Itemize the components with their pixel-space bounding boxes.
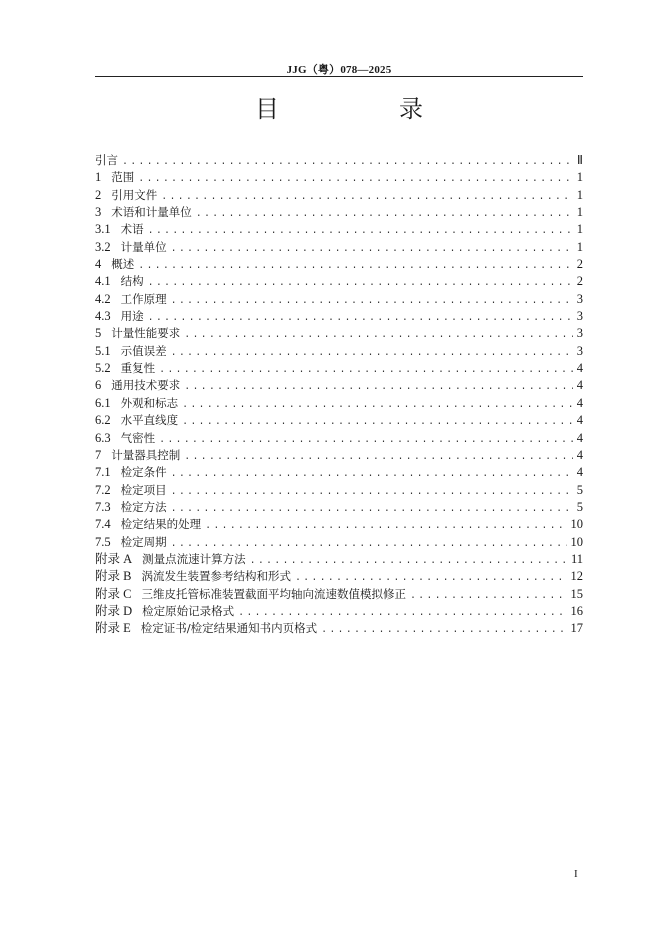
toc-entry-page: 10 (570, 517, 583, 532)
toc-dot-leader (122, 154, 573, 171)
toc-entry[interactable] (95, 482, 583, 499)
toc-entry-label: 检定项目 (120, 482, 167, 497)
toc-entry-number: 3 (95, 205, 102, 220)
toc-dot-leader (171, 484, 573, 501)
toc-dot-leader (182, 397, 573, 414)
toc-entry-number: 2 (95, 187, 102, 202)
toc-entry[interactable] (95, 256, 583, 273)
toc-entry-label: 引用文件 (111, 187, 158, 202)
toc-entry-label: 计量性能要求 (111, 326, 181, 341)
toc-entry-label: 术语 (120, 222, 144, 237)
toc-entry-number: 附录 B (95, 569, 132, 584)
toc-entry-number: 附录 E (95, 621, 131, 636)
toc-entry-number: 6.2 (95, 413, 111, 428)
toc-entry-label: 三维皮托管标准装置截面平均轴向流速数值模拟修正 (141, 586, 406, 601)
toc-entry-page: 1 (576, 170, 583, 185)
toc-entry[interactable] (95, 551, 583, 568)
toc-dot-leader (148, 223, 573, 240)
toc-dot-leader (410, 588, 567, 605)
header-divider (95, 76, 583, 77)
toc-entry-label: 气密性 (120, 430, 156, 445)
toc-entry-label: 检定条件 (120, 465, 167, 480)
toc-entry-page: 3 (576, 309, 583, 324)
toc-entry[interactable] (95, 239, 583, 256)
toc-entry-page: 17 (570, 621, 583, 636)
toc-entry-page: 5 (576, 482, 583, 497)
toc-entry-page: 2 (576, 274, 583, 289)
toc-dot-leader (148, 310, 573, 327)
toc-entry[interactable] (95, 169, 583, 186)
toc-dot-leader (159, 362, 573, 379)
toc-entry[interactable] (95, 603, 583, 620)
toc-entry-page: 1 (576, 205, 583, 220)
toc-entry-page: 12 (570, 569, 583, 584)
toc-entry-number: 6.3 (95, 430, 111, 445)
toc-entry-label: 涡流发生装置参考结构和形式 (141, 569, 291, 584)
toc-entry-page: 4 (576, 430, 583, 445)
toc-entry-label: 外观和标志 (120, 395, 179, 410)
toc-entry-page: 1 (576, 187, 583, 202)
toc-entry-number: 附录 C (95, 586, 132, 601)
toc-dot-leader (184, 379, 573, 396)
toc-entry-label: 工作原理 (120, 291, 167, 306)
toc-dot-leader (196, 206, 573, 223)
toc-entry-label: 概述 (111, 257, 135, 272)
toc-entry-label: 检定结果的处理 (120, 517, 202, 532)
toc-entry[interactable] (95, 464, 583, 481)
toc-entry-number: 7.2 (95, 482, 111, 497)
toc-entry[interactable] (95, 620, 583, 637)
toc-entry-label: 示值误差 (120, 343, 167, 358)
toc-entry-page: 4 (576, 378, 583, 393)
toc-entry-label: 用途 (120, 309, 144, 324)
toc-entry-label: 术语和计量单位 (111, 205, 192, 220)
toc-entry[interactable] (95, 343, 583, 360)
toc-entry-number: 7.4 (95, 517, 111, 532)
toc-entry-number: 1 (95, 170, 102, 185)
toc-entry[interactable] (95, 204, 583, 221)
toc-entry-number: 4.2 (95, 291, 111, 306)
toc-dot-leader (159, 432, 573, 449)
toc-entry-page: 10 (570, 534, 583, 549)
toc-entry-page: Ⅱ (576, 153, 583, 167)
toc-entry-label: 检定方法 (120, 499, 167, 514)
toc-entry-page: 11 (570, 551, 583, 566)
toc-entry[interactable] (95, 360, 583, 377)
toc-dot-leader (148, 275, 573, 292)
toc-entry-label: 计量器具控制 (111, 447, 181, 462)
toc-entry[interactable] (95, 308, 583, 325)
toc-dot-leader (171, 466, 573, 483)
toc-entry-label: 通用技术要求 (111, 378, 181, 393)
toc-entry[interactable] (95, 568, 583, 585)
toc-entry-page: 4 (576, 465, 583, 480)
toc-entry[interactable] (95, 152, 583, 169)
toc-entry-number: 7 (95, 447, 102, 462)
toc-entry[interactable] (95, 221, 583, 238)
toc-entry-number: 7.1 (95, 465, 111, 480)
toc-entry[interactable] (95, 534, 583, 551)
toc-entry[interactable] (95, 586, 583, 603)
toc-entry-number: 附录 A (95, 551, 133, 566)
toc-entry-label: 检定证书/检定结果通知书内页格式 (140, 621, 318, 636)
toc-dot-leader (321, 622, 566, 639)
toc-entry-label: 结构 (120, 274, 144, 289)
toc-entry-number: 7.5 (95, 534, 111, 549)
toc-entry[interactable] (95, 325, 583, 342)
toc-entry-page: 4 (576, 361, 583, 376)
toc-entry-page: 4 (576, 395, 583, 410)
toc-dot-leader (138, 171, 573, 188)
toc-entry-page: 3 (576, 343, 583, 358)
document-code: JJG（粤）078—2025 (286, 64, 392, 76)
toc-dot-leader (184, 449, 573, 466)
toc-dot-leader (171, 345, 573, 362)
toc-dot-leader (171, 501, 573, 518)
page-number: I (574, 868, 578, 880)
toc-entry-label: 范围 (111, 170, 135, 185)
page-title: 目 录 (255, 95, 471, 123)
toc-dot-leader (205, 518, 566, 535)
toc-entry-number: 6.1 (95, 395, 111, 410)
table-of-contents (95, 152, 583, 638)
toc-entry-number: 6 (95, 378, 102, 393)
toc-dot-leader (182, 414, 573, 431)
toc-entry-label: 计量单位 (120, 239, 167, 254)
toc-entry[interactable] (95, 499, 583, 516)
toc-entry-page: 15 (570, 586, 583, 601)
toc-entry-number: 7.3 (95, 499, 111, 514)
toc-entry-number: 5 (95, 326, 102, 341)
toc-entry[interactable] (95, 377, 583, 394)
toc-entry-page: 5 (576, 499, 583, 514)
toc-entry-page: 3 (576, 291, 583, 306)
toc-entry[interactable] (95, 273, 583, 290)
toc-dot-leader (171, 293, 573, 310)
toc-entry-number: 4 (95, 257, 102, 272)
toc-entry-label: 引言 (95, 153, 118, 167)
toc-entry-number: 4.3 (95, 309, 111, 324)
toc-entry-page: 16 (570, 603, 583, 618)
toc-entry[interactable] (95, 395, 583, 412)
toc-entry-number: 3.1 (95, 222, 111, 237)
toc-entry-label: 检定周期 (120, 534, 167, 549)
toc-dot-leader (250, 553, 567, 570)
toc-entry-number: 4.1 (95, 274, 111, 289)
toc-entry-page: 1 (576, 222, 583, 237)
toc-entry[interactable] (95, 447, 583, 464)
toc-entry-number: 附录 D (95, 603, 133, 618)
toc-entry-page: 2 (576, 257, 583, 272)
toc-entry-page: 4 (576, 447, 583, 462)
toc-dot-leader (161, 189, 573, 206)
toc-entry-label: 水平直线度 (120, 413, 179, 428)
toc-entry[interactable] (95, 291, 583, 308)
toc-entry-label: 重复性 (120, 361, 156, 376)
toc-dot-leader (171, 241, 573, 258)
toc-entry[interactable] (95, 430, 583, 447)
toc-entry-page: 1 (576, 239, 583, 254)
toc-dot-leader (138, 258, 573, 275)
toc-entry-number: 5.2 (95, 361, 111, 376)
toc-dot-leader (184, 327, 573, 344)
toc-entry[interactable] (95, 516, 583, 533)
toc-entry-page: 4 (576, 413, 583, 428)
toc-entry[interactable] (95, 412, 583, 429)
toc-entry-page: 3 (576, 326, 583, 341)
toc-entry-number: 5.1 (95, 343, 111, 358)
toc-entry[interactable] (95, 187, 583, 204)
toc-entry-number: 3.2 (95, 239, 111, 254)
toc-entry-label: 检定原始记录格式 (142, 603, 235, 618)
toc-entry-label: 测量点流速计算方法 (142, 551, 246, 566)
